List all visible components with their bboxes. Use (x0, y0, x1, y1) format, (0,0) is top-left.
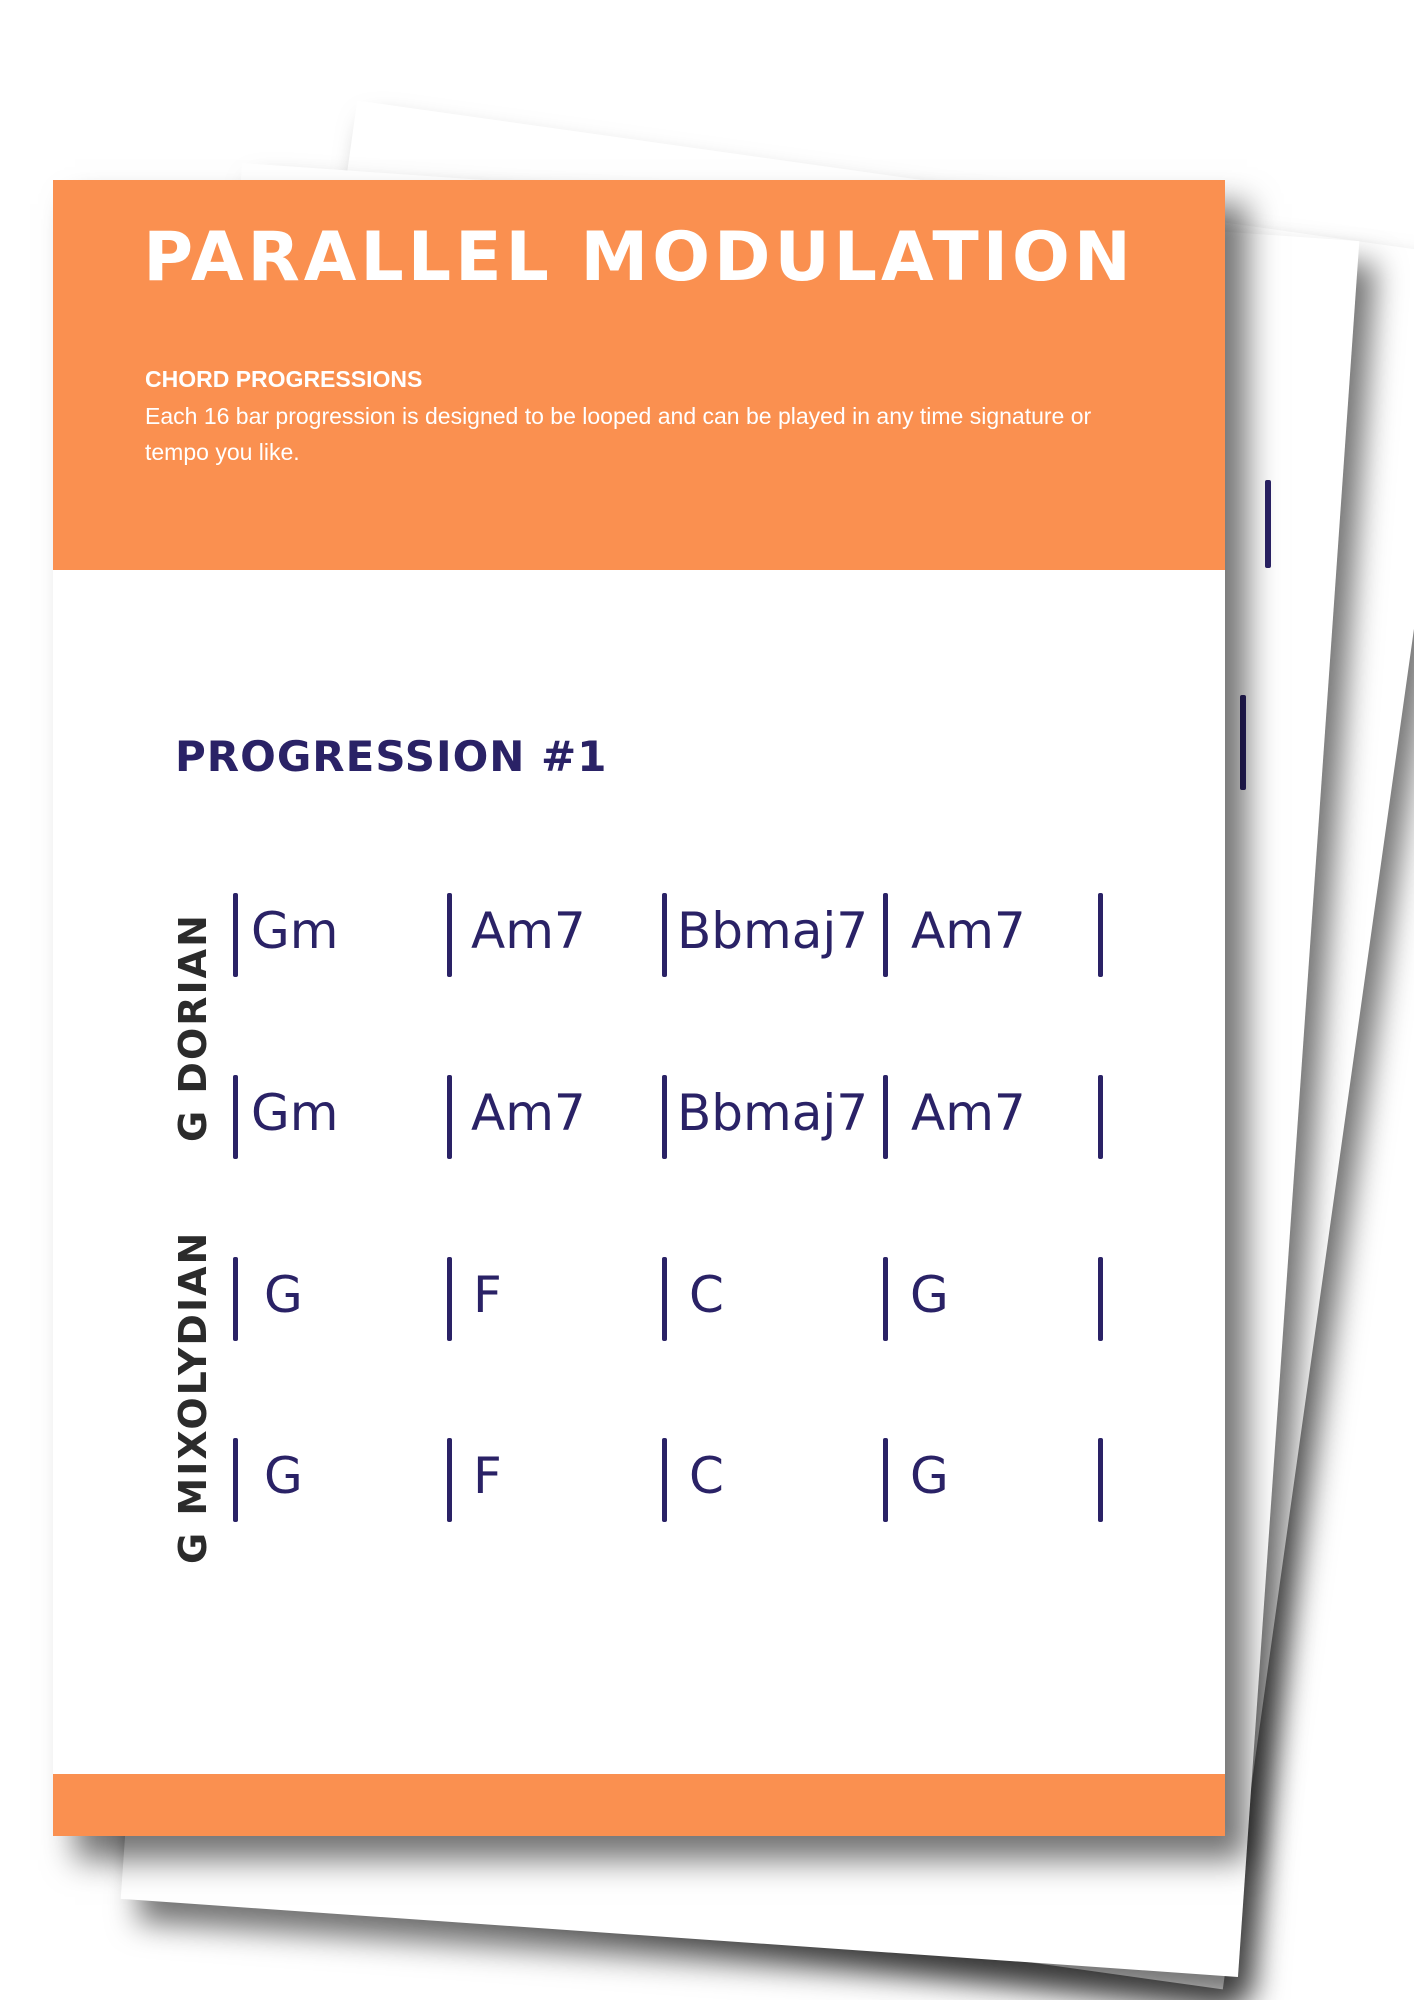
chord-label: Bbmaj7 (677, 902, 869, 960)
bar-line (447, 1257, 452, 1341)
bar-line (447, 893, 452, 977)
chord-row-mixolydian-2 (53, 1438, 1225, 1522)
chord-row-dorian-1 (53, 893, 1225, 977)
bar-line (662, 1438, 667, 1522)
section-subheading: CHORD PROGRESSIONS (145, 366, 423, 392)
back-sheet-bar-line (1240, 695, 1246, 790)
bar-line (233, 893, 238, 977)
bar-line (883, 1438, 888, 1522)
chord-label: Gm (251, 1084, 339, 1142)
bar-line (233, 1257, 238, 1341)
chord-label: Am7 (471, 902, 586, 960)
chord-label: G (264, 1266, 303, 1324)
section-description: Each 16 bar progression is designed to be looped and can be played in any time signature or tempo you like. (145, 403, 1092, 465)
bar-line (233, 1438, 238, 1522)
page-title: PARALLEL MODULATION (143, 218, 1135, 297)
chord-label: G (910, 1447, 949, 1505)
bar-line (1098, 1075, 1103, 1159)
footer-banner (53, 1774, 1225, 1836)
bar-line (662, 1257, 667, 1341)
mode-label-mixolydian: G MIXOLYDIAN (171, 1230, 215, 1564)
bar-line (447, 1075, 452, 1159)
chord-label: C (689, 1447, 724, 1505)
chord-label: Am7 (471, 1084, 586, 1142)
worksheet-page (53, 180, 1225, 1836)
bar-line (447, 1438, 452, 1522)
back-sheet-bar-line (1265, 480, 1271, 568)
bar-line (233, 1075, 238, 1159)
chord-label: F (473, 1447, 502, 1505)
chord-label: F (473, 1266, 502, 1324)
chord-label: G (910, 1266, 949, 1324)
chord-label: Gm (251, 902, 339, 960)
bar-line (1098, 1438, 1103, 1522)
chord-label: Am7 (911, 1084, 1026, 1142)
chord-label: Bbmaj7 (677, 1084, 869, 1142)
bar-line (1098, 893, 1103, 977)
chord-row-mixolydian-1 (53, 1257, 1225, 1341)
chord-label: C (689, 1266, 724, 1324)
bar-line (883, 1257, 888, 1341)
bar-line (883, 1075, 888, 1159)
chord-label: Am7 (911, 902, 1026, 960)
chord-row-dorian-2 (53, 1075, 1225, 1159)
bar-line (662, 1075, 667, 1159)
mode-label-dorian: G DORIAN (171, 913, 215, 1142)
bar-line (662, 893, 667, 977)
bar-line (1098, 1257, 1103, 1341)
bar-line (883, 893, 888, 977)
chord-label: G (264, 1447, 303, 1505)
progression-title: PROGRESSION #1 (175, 732, 608, 781)
header-banner (53, 180, 1225, 570)
